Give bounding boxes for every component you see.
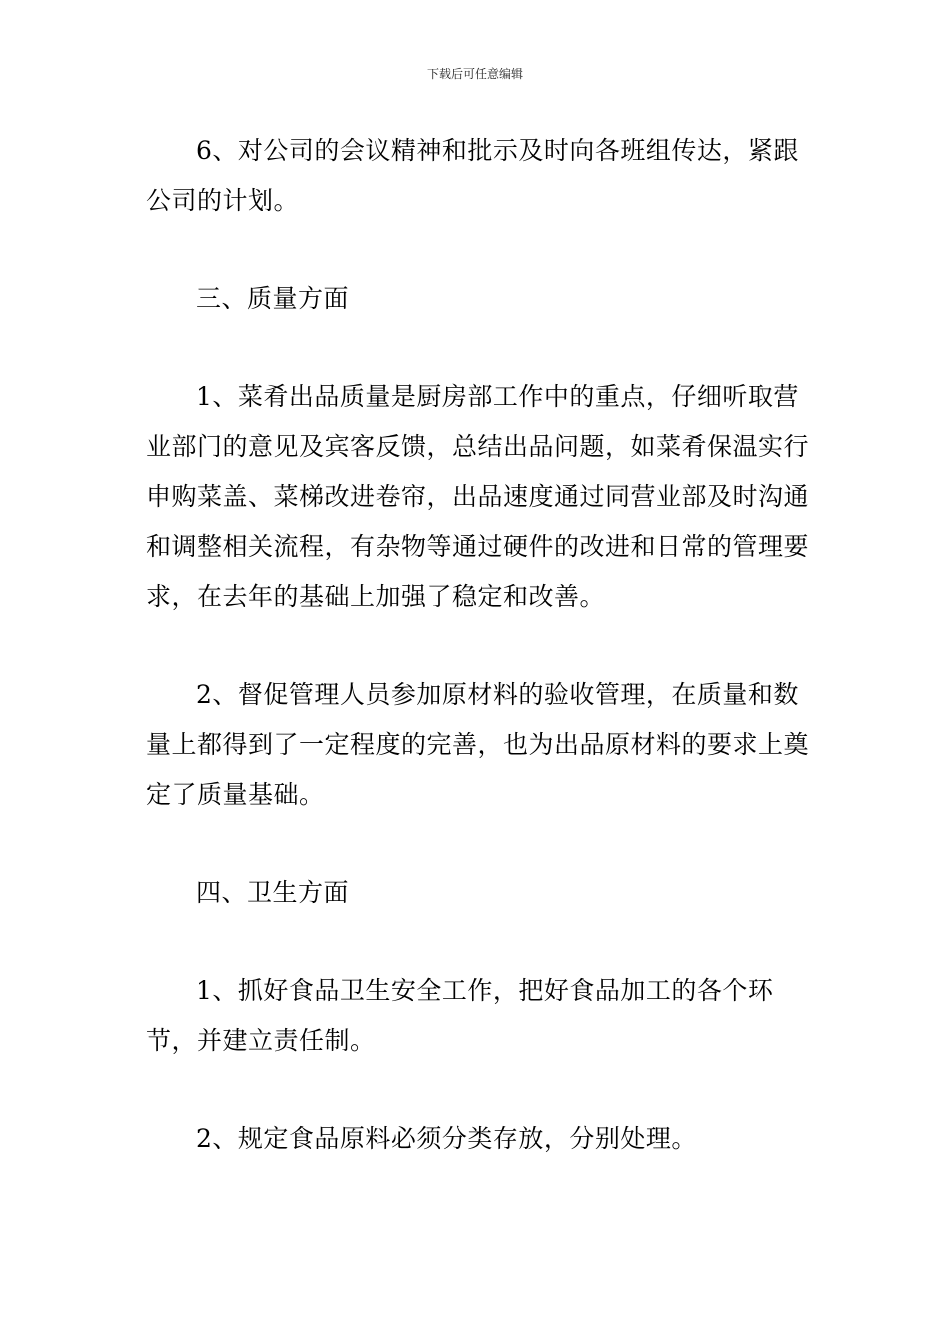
section-heading-quality: 三、质量方面 xyxy=(196,284,350,313)
paragraph-quality-1: 1、菜肴出品质量是厨房部工作中的重点，仔细听取营业部门的意见及宾客反馈，总结出品问题，如菜肴保温实行申购菜盖、菜梯改进卷帘，出品速度通过同营业部及时沟通和调整相关流程，有杂物等通过硬件的改进和日常的管理要求，在去年的基础上加强了稳定和改善。 xyxy=(146,382,810,611)
paragraph-item-6: 6、对公司的会议精神和批示及时向各班组传达，紧跟公司的计划。 xyxy=(146,136,799,215)
section-heading-hygiene: 四、卫生方面 xyxy=(196,878,350,907)
paragraph-hygiene-2: 2、规定食品原料必须分类存放，分别处理。 xyxy=(196,1124,697,1153)
paragraph-hygiene-1: 1、抓好食品卫生安全工作，把好食品加工的各个环节，并建立责任制。 xyxy=(146,976,774,1055)
document-body xyxy=(146,126,814,1164)
paragraph-quality-2: 2、督促管理人员参加原材料的验收管理，在质量和数量上都得到了一定程度的完善，也为出品原材料的要求上奠定了质量基础。 xyxy=(146,680,810,809)
header-note: 下载后可任意编辑 xyxy=(426,67,523,81)
